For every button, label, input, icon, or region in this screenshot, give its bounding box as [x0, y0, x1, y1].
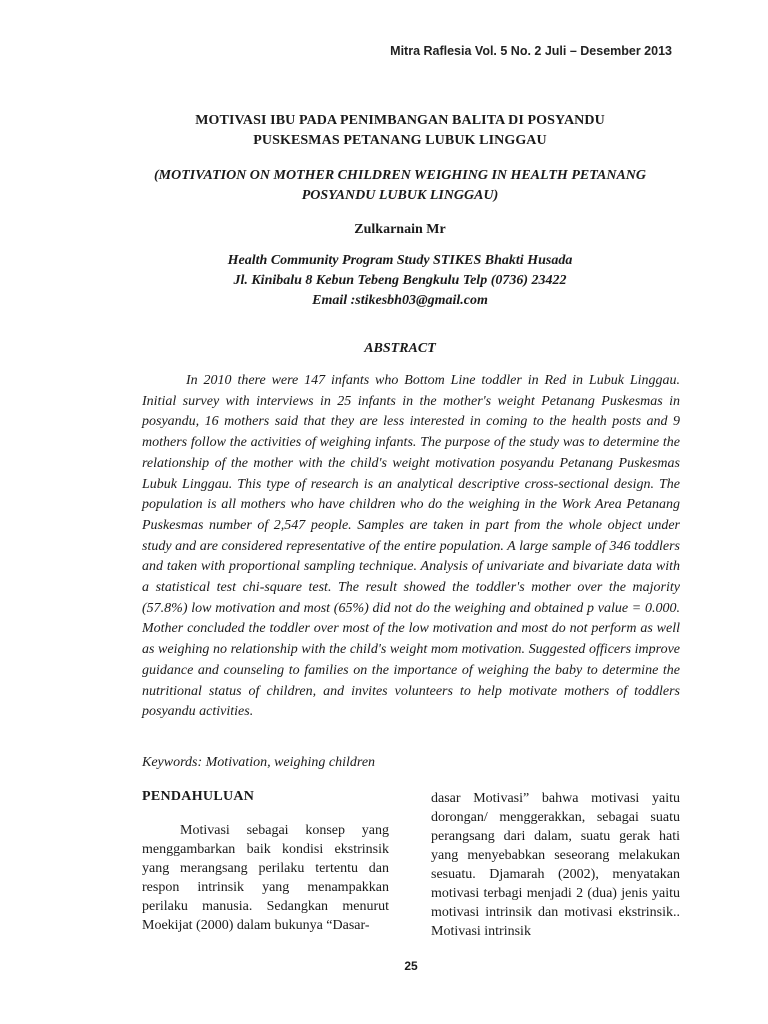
right-column: [431, 789, 680, 941]
affiliation-line-2: Jl. Kinibalu 8 Kebun Tebeng Bengkulu Telp (0736) 23422: [233, 273, 567, 288]
title-english-line-1: (MOTIVATION ON MOTHER CHILDREN WEIGHING IN HEALTH PETANANG: [153, 168, 647, 183]
title-english: [120, 166, 680, 206]
right-column-paragraph: dasar Motivasi” bahwa motivasi yaitu dorongan/ menggerakkan, sebagai suatu perangsang dari dalam, suatu gerak hati yang menyebabkan seseorang melakukan sesuatu. Djamarah (2002), menyatakan motivasi terbagi menjadi 2 (dua) jenis yaitu motivasi intrinsik dan motivasi ekstrinsik.. Motivasi intrinsik: [431, 791, 680, 939]
abstract-heading: ABSTRACT: [364, 341, 436, 356]
title-indonesian: [120, 111, 680, 151]
title-indonesian-line-2: PUSKESMAS PETANANG LUBUK LINGGAU: [253, 133, 547, 148]
affiliation-email: Email :stikesbh03@gmail.com: [312, 293, 488, 308]
title-indonesian-line-1: MOTIVASI IBU PADA PENIMBANGAN BALITA DI POSYANDU: [195, 113, 605, 128]
keywords: Keywords: Motivation, weighing children: [142, 755, 376, 770]
affiliation: [120, 251, 680, 311]
title-block: [120, 111, 680, 311]
page-number: 25: [404, 959, 418, 973]
author-name: Zulkarnain Mr: [354, 222, 446, 237]
title-english-line-2: POSYANDU LUBUK LINGGAU): [301, 188, 499, 203]
abstract-body: In 2010 there were 147 infants who Bottom Line toddler in Red in Lubuk Linggau. Initial survey with interviews in 25 infants in the mother's weight Petanang Puskesmas in posyandu, 16 mothers said that they are less interested in coming to the health posts and 9 mothers follow the activities of weighing infants. The purpose of the study was to determine the relationship of the mother with the child's weight motivation posyandu Petanang Puskesmas Lubuk Linggau. This type of research is an analytical descriptive cross-sectional design. The population is all mothers who have children who do the weighing in the Work Area Petanang Puskesmas number of 2,547 people. Samples are taken in part from the whole object under study and are considered representative of the entire population. A large sample of 346 toddlers and taken with proportional sampling technique. Analysis of univariate and bivariate data with a statistical test chi-square test. The result showed the toddler's mother over the majority (57.8%) low motivation and most (65%) did not do the weighing and obtained p value = 0.000. Mother concluded the toddler over most of the low motivation and most do not perform as well as weighing no relationship with the child's weight mom motivation. Suggested officers improve guidance and counseling to families on the importance of weighing the baby to determine the nutritional status of children, and invites volunteers to help motivate mothers of toddlers posyandu activities.: [142, 373, 680, 720]
affiliation-line-1: Health Community Program Study STIKES Bhakti Husada: [227, 253, 573, 268]
left-column-paragraph: Motivasi sebagai konsep yang menggambarkan baik kondisi ekstrinsik yang merangsang perilaku tertentu dan respon intrinsik yang menampakkan perilaku manusia. Sedangkan menurut Moekijat (2000) dalam bukunya “Dasar-: [142, 823, 389, 933]
left-column: [142, 789, 389, 935]
section-heading: PENDAHULUAN: [142, 789, 255, 804]
running-header: Mitra Raflesia Vol. 5 No. 2 Juli – Desember 2013: [390, 44, 672, 58]
